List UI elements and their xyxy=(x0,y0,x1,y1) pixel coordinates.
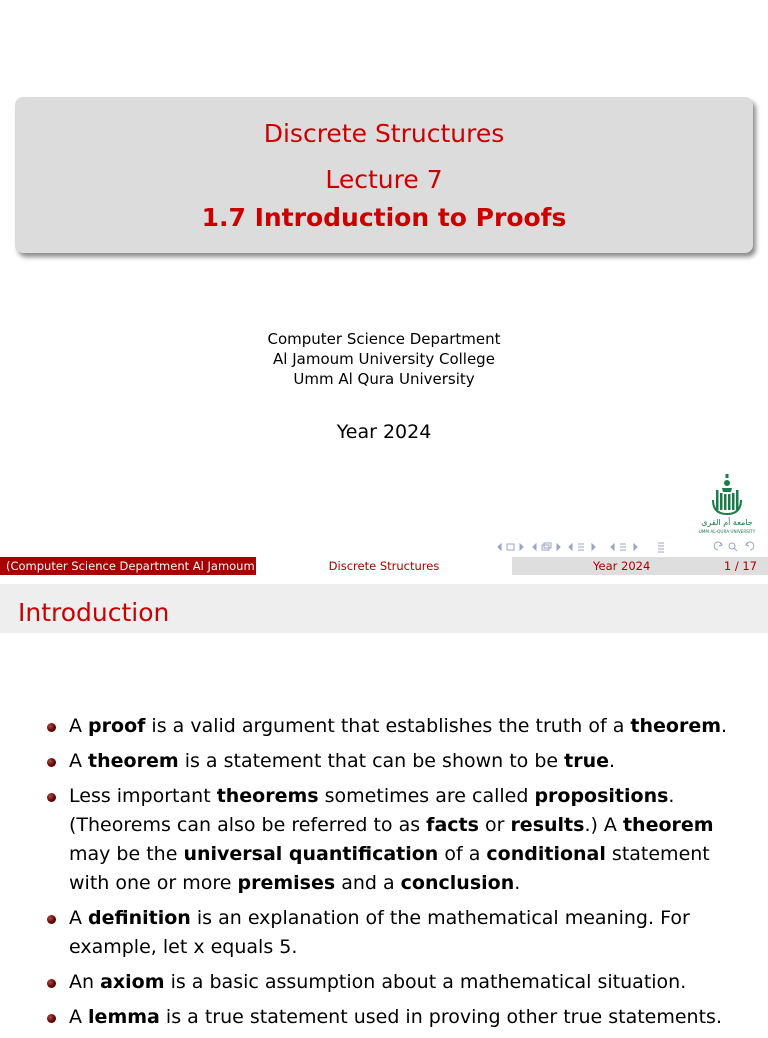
subsection-icon[interactable] xyxy=(578,544,584,550)
bullet-text: is an explanation of the mathematical meaning. For example, let x equals 5. xyxy=(69,907,690,958)
search-icon[interactable] xyxy=(729,543,737,551)
undo-icon[interactable] xyxy=(714,542,722,550)
nav-next-icon[interactable] xyxy=(520,544,523,550)
bullet-text: . (Theorems can also be referred to as xyxy=(69,785,675,836)
bullet-icon xyxy=(47,1014,56,1023)
presentation-subtitle: 1.7 Introduction to Proofs xyxy=(201,203,567,232)
bold-term: axiom xyxy=(100,971,165,993)
footer-title: Discrete Structures xyxy=(256,557,512,575)
bold-term: results xyxy=(510,814,585,836)
bold-term: theorems xyxy=(216,785,319,807)
bullet-item xyxy=(46,712,756,741)
bullet-text: . xyxy=(721,715,728,737)
bullet-text: A xyxy=(69,907,89,929)
footer-date: Year 2024 xyxy=(593,559,651,573)
bullet-item xyxy=(46,1003,756,1032)
bold-term: proof xyxy=(88,715,146,737)
bullet-icon xyxy=(47,915,56,924)
bullet-text: is a basic assumption about a mathematical situation. xyxy=(164,971,687,993)
bullet-list xyxy=(46,712,756,1038)
nav-prev-icon[interactable] xyxy=(611,544,614,550)
nav-prev-icon[interactable] xyxy=(533,544,536,550)
section-icon[interactable] xyxy=(620,544,626,550)
bullet-icon xyxy=(47,723,56,732)
bullet-text: and a xyxy=(335,872,401,894)
bold-term: conclusion xyxy=(400,872,515,894)
bullet-icon xyxy=(47,758,56,767)
bullet-text: A xyxy=(69,715,89,737)
bullet-item xyxy=(46,747,756,776)
bullet-text: . xyxy=(609,750,616,772)
frame-title: Introduction xyxy=(18,598,170,627)
nav-next-icon[interactable] xyxy=(634,544,637,550)
bullet-text: is a valid argument that establishes the truth of a xyxy=(145,715,631,737)
footer-right-panel xyxy=(512,557,768,575)
bullet-item xyxy=(46,904,756,962)
navigation-bar xyxy=(496,539,762,553)
presentation-date: Year 2024 xyxy=(336,421,432,443)
bold-term: true xyxy=(564,750,610,772)
bullet-text: . xyxy=(514,872,521,894)
bold-term: lemma xyxy=(88,1006,160,1028)
university-logo-icon xyxy=(690,470,764,536)
bullet-text: An xyxy=(69,971,101,993)
bold-term: theorem xyxy=(88,750,179,772)
presentation-title: Discrete Structures xyxy=(263,119,505,148)
footer-author: (Computer Science Department Al Jamoum xyxy=(0,557,256,575)
bullet-text: A xyxy=(69,1006,89,1028)
frame-stack-icon[interactable] xyxy=(542,543,551,550)
nav-prev-icon[interactable] xyxy=(498,544,501,550)
affiliation-line: Al Jamoum University College xyxy=(273,350,495,368)
affiliation-block xyxy=(0,329,768,389)
logo-english-text: UMM AL-QURA UNIVERSITY xyxy=(698,529,756,534)
bold-term: premises xyxy=(237,872,336,894)
lecture-number: Lecture 7 xyxy=(325,165,443,194)
nav-prev-icon[interactable] xyxy=(569,544,572,550)
affiliation-line: Umm Al Qura University xyxy=(293,370,475,388)
frame-icon[interactable] xyxy=(507,544,514,550)
bold-term: definition xyxy=(88,907,191,929)
footer-page-number: 1 / 17 xyxy=(723,559,757,573)
logo-arabic-text: جامعة أم القرى xyxy=(701,518,753,527)
nav-next-icon[interactable] xyxy=(557,544,560,550)
align-icon[interactable] xyxy=(658,543,664,552)
redo-icon[interactable] xyxy=(746,542,754,550)
bold-term: theorem xyxy=(630,715,722,737)
bullet-item xyxy=(46,782,756,898)
bullet-text: statement with one or more xyxy=(69,843,710,894)
bold-term: theorem xyxy=(622,814,714,836)
nav-next-icon[interactable] xyxy=(592,544,595,550)
bullet-text: or xyxy=(478,814,511,836)
frame-title-bar xyxy=(0,584,768,633)
bold-term: universal quantification xyxy=(183,843,439,865)
bullet-icon xyxy=(47,793,56,802)
bullet-item xyxy=(46,968,756,997)
bullet-text: .) A xyxy=(584,814,623,836)
bold-term: conditional xyxy=(486,843,606,865)
introduction-slide xyxy=(0,576,768,1028)
bullet-text: is a true statement used in proving other true statements. xyxy=(159,1006,722,1028)
bullet-text: A xyxy=(69,750,89,772)
bullet-text: of a xyxy=(438,843,487,865)
bullet-text: is a statement that can be shown to be xyxy=(178,750,565,772)
title-box xyxy=(15,97,753,253)
bold-term: propositions xyxy=(534,785,669,807)
bullet-text: may be the xyxy=(69,843,184,865)
affiliation-line: Computer Science Department xyxy=(267,330,501,348)
bullet-icon xyxy=(47,979,56,988)
bullet-text: Less important xyxy=(69,785,217,807)
bullet-text: sometimes are called xyxy=(318,785,535,807)
slide-footer xyxy=(0,557,768,575)
bold-term: facts xyxy=(426,814,479,836)
